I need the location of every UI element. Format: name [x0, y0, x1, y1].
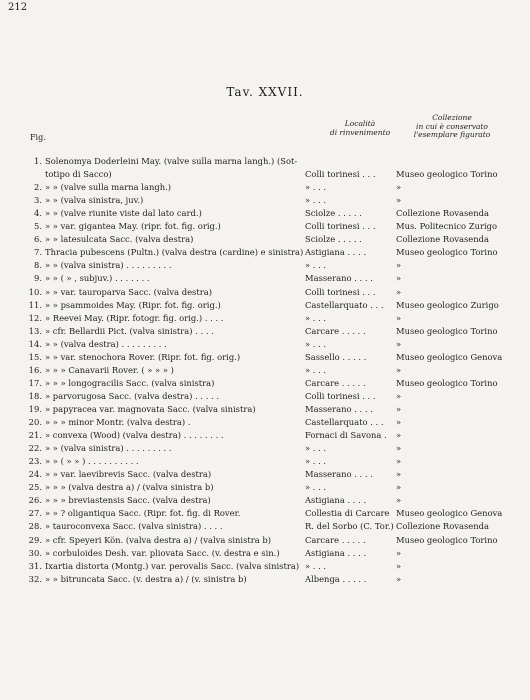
locality-header-line1: Località [344, 119, 376, 128]
table-row [0, 561, 530, 572]
specimen-description: » papyracea var. magnovata Sacc. (valva sinistra) [45, 404, 256, 414]
figure-number: 17. [28, 377, 42, 388]
specimen-description: » Reevei May. (Ripr. fotogr. fig. orig.) . . . . [45, 312, 224, 323]
figure-number: 21. [28, 430, 42, 441]
specimen-description: » » var. tauroparva Sacc. (valva destra) [45, 286, 212, 297]
specimen-description: » » (valva sinistra, juv.) [45, 195, 144, 206]
specimen-description: » » (valve sulla marna langh.) [45, 182, 172, 193]
locality-cell: Castellarquato . . . [305, 417, 384, 427]
locality-cell: Colli torinesi . . . [305, 221, 376, 232]
locality-cell: Colli torinesi . . . [305, 390, 376, 401]
locality-header-line2: di rinvenimento [329, 127, 391, 137]
table-row [0, 208, 530, 219]
locality-cell: R. del Sorbo (C. Tor.) [305, 521, 394, 532]
table-row [0, 521, 530, 532]
collection-cell: Museo geologico Torino [396, 247, 498, 258]
specimen-description: totipo di Sacco) [45, 169, 112, 180]
collection-cell: Museo geologico Torino [396, 325, 498, 336]
locality-cell: » . . . [305, 195, 327, 206]
collection-cell: Collezione Rovasenda [396, 521, 489, 532]
table-row [0, 221, 530, 232]
collection-cell: » [396, 430, 402, 441]
collection-cell: » [396, 573, 402, 584]
table-row [0, 378, 530, 389]
collection-header-line3: l'esemplare figurato [413, 130, 491, 139]
locality-cell: Masserano . . . . [305, 404, 373, 414]
table-row [0, 300, 530, 311]
collection-cell: » [396, 338, 402, 349]
figure-number: 24. [28, 469, 42, 480]
figure-number: 14. [28, 338, 42, 349]
table-row [0, 339, 530, 350]
specimen-description: » » (valve riunite viste dal lato card.) [45, 208, 202, 219]
collection-cell: » [396, 482, 402, 493]
locality-column-header [320, 120, 400, 137]
locality-cell: » . . . [305, 364, 327, 375]
specimen-description: » » ? oligantiqua Sacc. (Ripr. fot. fig. di Rover. [45, 508, 241, 519]
locality-cell: Masserano . . . . [305, 469, 373, 480]
collection-cell: Museo geologico Torino [396, 377, 498, 388]
locality-cell: Carcare . . . . . [305, 325, 366, 336]
figure-number: 27. [28, 508, 42, 519]
table-row [0, 326, 530, 337]
specimen-description: » » var. stenochora Rover. (Ripr. fot. fig. orig.) [45, 351, 241, 362]
collection-cell: Museo geologico Genova [396, 508, 503, 519]
specimen-description: » » ( » , subjuv.) . . . . . . . [45, 273, 150, 284]
locality-cell: » . . . [305, 338, 327, 349]
locality-cell: Collestia di Carcare [305, 508, 390, 519]
table-row [0, 495, 530, 506]
specimen-description: » cfr. Speyeri Kön. (valva destra a) / (valva sinistra b) [45, 534, 272, 545]
specimen-description: » corbuloides Desh. var. pliovata Sacc. (v. destra e sin.) [45, 547, 280, 558]
collection-cell: » [396, 273, 402, 284]
locality-cell: Sciolze . . . . . [305, 234, 362, 245]
table-row [0, 443, 530, 454]
collection-header-line2: in cui è conservato [416, 121, 488, 131]
table-row [0, 313, 530, 324]
figure-number: 7. [34, 247, 42, 258]
table-row [0, 456, 530, 467]
table-row [0, 247, 530, 258]
table-row [0, 535, 530, 546]
figure-number: 11. [28, 299, 42, 310]
collection-cell: Collezione Rovasenda [396, 208, 489, 219]
locality-cell: Carcare . . . . . [305, 534, 366, 545]
collection-cell: » [396, 286, 402, 297]
locality-cell: » . . . [305, 182, 327, 193]
collection-cell: Museo geologico Genova [396, 351, 503, 362]
collection-header-line1: Collezione [432, 113, 472, 122]
collection-cell: » [396, 390, 402, 401]
figure-number: 19. [28, 404, 42, 414]
table-row [0, 195, 530, 206]
table-row [0, 417, 530, 428]
fig-column-header: Fig. [30, 133, 46, 142]
collection-cell: » [396, 456, 402, 467]
collection-cell: » [396, 560, 402, 571]
collection-cell: » [396, 417, 402, 427]
specimen-description: » » bitruncata Sacc. (v. destra a) / (v. sinistra b) [45, 573, 247, 584]
specimen-description: » » var. gigantea May. (ripr. fot. fig. orig.) [45, 221, 221, 232]
figure-number: 16. [28, 364, 42, 375]
locality-cell: » . . . [305, 260, 327, 271]
locality-cell: » . . . [305, 456, 327, 467]
figure-number: 5. [34, 221, 42, 232]
figure-number: 31. [28, 560, 42, 571]
locality-cell: Astigiana . . . . [305, 495, 367, 506]
table-row [0, 260, 530, 271]
collection-cell: » [396, 182, 402, 193]
collection-cell: Mus. Politecnico Zurigo [396, 221, 498, 232]
specimen-description: » » (valva destra) . . . . . . . . . [45, 338, 167, 349]
locality-cell: Astigiana . . . . [305, 547, 367, 558]
figure-number: 9. [34, 273, 42, 284]
collection-cell: Collezione Rovasenda [396, 234, 489, 245]
table-row [0, 287, 530, 298]
locality-cell: Albenga . . . . . [305, 573, 367, 584]
collection-cell: Museo geologico Torino [396, 534, 498, 545]
figure-number: 3. [34, 195, 42, 206]
table-row [0, 352, 530, 363]
collection-cell: » [396, 443, 402, 454]
table-row [0, 548, 530, 559]
collection-cell: » [396, 195, 402, 206]
figure-number: 25. [28, 482, 42, 493]
table-row [0, 169, 530, 180]
locality-cell: » . . . [305, 482, 327, 493]
specimen-description: » » » breviastensis Sacc. (valva destra) [45, 495, 211, 506]
table-row [0, 182, 530, 193]
figure-number: 6. [34, 234, 42, 245]
table-row [0, 469, 530, 480]
locality-cell: Sassello . . . . . [305, 351, 367, 362]
specimen-description: » » (valva sinistra) . . . . . . . . . [45, 443, 172, 454]
table-row [0, 430, 530, 441]
specimen-description: » convexa (Wood) (valva destra) . . . . . . . . [45, 430, 224, 441]
collection-column-header [398, 114, 506, 140]
locality-cell: Castellarquato . . . [305, 299, 384, 310]
collection-cell: » [396, 469, 402, 480]
page-number: 212 [8, 2, 28, 13]
specimen-description: » parvorugosa Sacc. (valva destra) . . . . . [45, 390, 220, 401]
table-row [0, 234, 530, 245]
figure-number: 12. [28, 312, 42, 323]
table-row [0, 273, 530, 284]
table-row [0, 574, 530, 585]
figure-number: 4. [34, 208, 42, 219]
collection-cell: Museo geologico Zurigo [396, 299, 499, 310]
table-row [0, 365, 530, 376]
figure-number: 30. [28, 547, 42, 558]
collection-cell: » [396, 404, 402, 414]
specimen-description: » » » longogracilis Sacc. (valva sinistra) [45, 377, 215, 388]
specimen-description: » » » Canavarii Rover. ( » » » ) [45, 364, 174, 375]
specimen-description: » » ( » » ) . . . . . . . . . . [45, 456, 139, 467]
figure-number: 8. [34, 260, 42, 271]
locality-cell: Masserano . . . . [305, 273, 373, 284]
locality-cell: » . . . [305, 312, 327, 323]
table-row [0, 482, 530, 493]
table-row [0, 391, 530, 402]
specimen-description: Solenomya Doderleini May. (valve sulla marna langh.) (Sot- [45, 156, 298, 166]
figure-number: 10. [28, 286, 42, 297]
collection-cell: » [396, 260, 402, 271]
specimen-description: » » var. laevibrevis Sacc. (valva destra) [45, 469, 212, 480]
figure-number: 29. [28, 534, 42, 545]
collection-cell: » [396, 547, 402, 558]
specimen-description: » » psammoides May. (Ripr. fot. fig. orig.) [45, 299, 221, 310]
table-row [0, 156, 530, 167]
specimen-description: Ixartia distorta (Montg.) var. perovalis Sacc. (valva sinistra) [45, 560, 300, 571]
figure-number: 20. [28, 417, 42, 427]
collection-cell: » [396, 364, 402, 375]
locality-cell: Sciolze . . . . . [305, 208, 362, 219]
figure-number: 15. [28, 351, 42, 362]
collection-cell: » [396, 312, 402, 323]
figure-number: 2. [34, 182, 42, 193]
locality-cell: Fornaci di Savona . [305, 430, 387, 441]
locality-cell: Astigiana . . . . [305, 247, 367, 258]
specimen-description: » » (valva sinistra) . . . . . . . . . [45, 260, 172, 271]
locality-cell: » . . . [305, 443, 327, 454]
specimen-description: » » latesulcata Sacc. (valva destra) [45, 234, 194, 245]
figure-number: 18. [28, 390, 42, 401]
figure-number: 26. [28, 495, 42, 506]
collection-cell: Museo geologico Torino [396, 169, 498, 180]
figure-number: 22. [28, 443, 42, 454]
locality-cell: Carcare . . . . . [305, 377, 366, 388]
specimen-description: » cfr. Bellardii Pict. (valva sinistra) . . . . [45, 325, 214, 336]
figure-number: 1. [34, 156, 42, 166]
figure-number: 23. [28, 456, 42, 467]
specimen-description: » » » minor Montr. (valva destra) . [45, 417, 191, 427]
locality-cell: Colli torinesi . . . [305, 286, 376, 297]
figure-number: 28. [28, 521, 42, 532]
collection-cell: » [396, 495, 402, 506]
specimen-description: Thracia pubescens (Pultn.) (valva destra (cardine) e sinistra) [45, 247, 304, 258]
figure-number: 13. [28, 325, 42, 336]
specimen-description: » » » (valva destra a) / (valva sinistra b) [45, 482, 214, 493]
locality-cell: » . . . [305, 560, 327, 571]
figure-number: 32. [28, 573, 42, 584]
page-title: Tav. XXVII. [226, 85, 304, 99]
locality-cell: Colli torinesi . . . [305, 169, 376, 180]
table-row [0, 404, 530, 415]
table-row [0, 508, 530, 519]
specimen-description: » tauroconvexa Sacc. (valva sinistra) . . . . [45, 521, 223, 532]
